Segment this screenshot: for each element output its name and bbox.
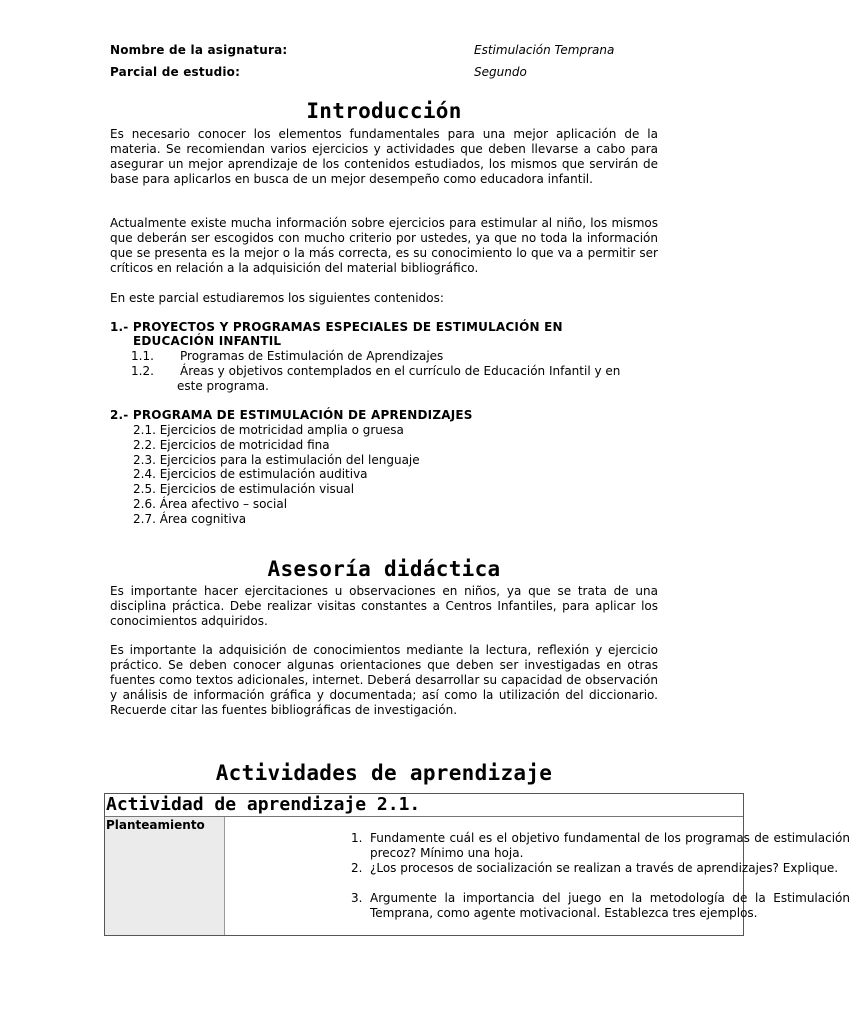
advice-heading: Asesoría didáctica <box>267 557 501 581</box>
task-item: Argumente la importancia del juego en la metodología de la Estimulación Temprana, como agente motivacional. Establezca tres ejemplos. <box>370 891 850 920</box>
activity-table-title <box>105 794 743 817</box>
advice-paragraph-1: Es importante hacer ejercitaciones u observaciones en niños, ya que se trata de una disciplina práctica. Debe realizar visitas constantes a Centros Infantiles, para aplicar los conocimientos adquiridos. <box>110 584 658 628</box>
task-item: Fundamente cuál es el objetivo fundamental de los programas de estimulación precoz? Mínimo una hoja. <box>370 831 850 860</box>
section1-item: Programas de Estimulación de Aprendizajes <box>180 349 444 363</box>
intro-paragraph-2: Actualmente existe mucha información sobre ejercicios para estimular al niño, los mismos que deberán ser escogidos con mucho criterio por ustedes, ya que no toda la información que se presenta es la mejor o la más correcta, es su conocimiento lo que va a permitir ser críticos en relación a la adquisición del material bibliográfico. <box>110 216 658 275</box>
section1-item-num: 1.2. <box>131 364 154 378</box>
task-number: 1. <box>351 831 363 845</box>
section2-item: 2.5. Ejercicios de estimulación visual <box>133 482 355 496</box>
task-item: ¿Los procesos de socialización se realizan a través de aprendizajes? Explique. <box>370 861 839 875</box>
intro-paragraph-1: Es necesario conocer los elementos fundamentales para una mejor aplicación de la materia. Se recomiendan varios ejercicios y actividades que deben llevarse a cabo para asegurar un mejor aprendizaje de los contenidos estudiados, los mismos que servirán de base para aplicarlos en busca de un mejor desempeño como educadora infantil. <box>110 127 658 186</box>
activity-table-title-text: Actividad de aprendizaje 2.1. <box>106 794 421 815</box>
section2-item: 2.1. Ejercicios de motricidad amplia o gruesa <box>133 423 404 437</box>
activity-table <box>104 793 850 936</box>
task-number: 3. <box>351 891 363 905</box>
task-number: 2. <box>351 861 363 875</box>
activities-heading: Actividades de aprendizaje <box>215 761 553 785</box>
term-value: Segundo <box>474 65 527 79</box>
section1-item-cont: este programa. <box>177 379 269 393</box>
section2-item: 2.6. Área afectivo – social <box>133 497 288 511</box>
tasks-cell <box>225 817 850 935</box>
section2-item: 2.3. Ejercicios para la estimulación del lenguaje <box>133 453 420 467</box>
advice-paragraph-2: Es importante la adquisición de conocimientos mediante la lectura, reflexión y ejercicio práctico. Se deben conocer algunas orientaciones que deben ser investigadas en otras fuentes como textos adicionales, internet. Deberá desarrollar su capacidad de observación y análisis de información gráfica y documentada; así como la utilización del diccionario. Recuerde citar las fuentes bibliográficas de investigación. <box>110 643 658 717</box>
section1-item-num: 1.1. <box>131 349 154 363</box>
section2-item: 2.2. Ejercicios de motricidad fina <box>133 438 330 452</box>
subject-value: Estimulación Temprana <box>474 43 615 57</box>
section1-title: 1.- PROYECTOS Y PROGRAMAS ESPECIALES DE ESTIMULACIÓN EN <box>110 320 563 334</box>
approach-cell <box>105 817 225 935</box>
section2-item: 2.4. Ejercicios de estimulación auditiva <box>133 467 368 481</box>
section2-item: 2.7. Área cognitiva <box>133 512 247 526</box>
subject-label: Nombre de la asignatura: <box>110 43 288 57</box>
approach-label: Planteamiento <box>106 818 205 832</box>
term-label: Parcial de estudio: <box>110 65 241 79</box>
intro-paragraph-3: En este parcial estudiaremos los siguientes contenidos: <box>110 291 444 305</box>
section1-item: Áreas y objetivos contemplados en el currículo de Educación Infantil y en <box>180 364 621 378</box>
section2-title: 2.- PROGRAMA DE ESTIMULACIÓN DE APRENDIZAJES <box>110 408 473 422</box>
intro-heading: Introducción <box>306 99 462 123</box>
section1-title-cont: EDUCACIÓN INFANTIL <box>133 334 282 348</box>
